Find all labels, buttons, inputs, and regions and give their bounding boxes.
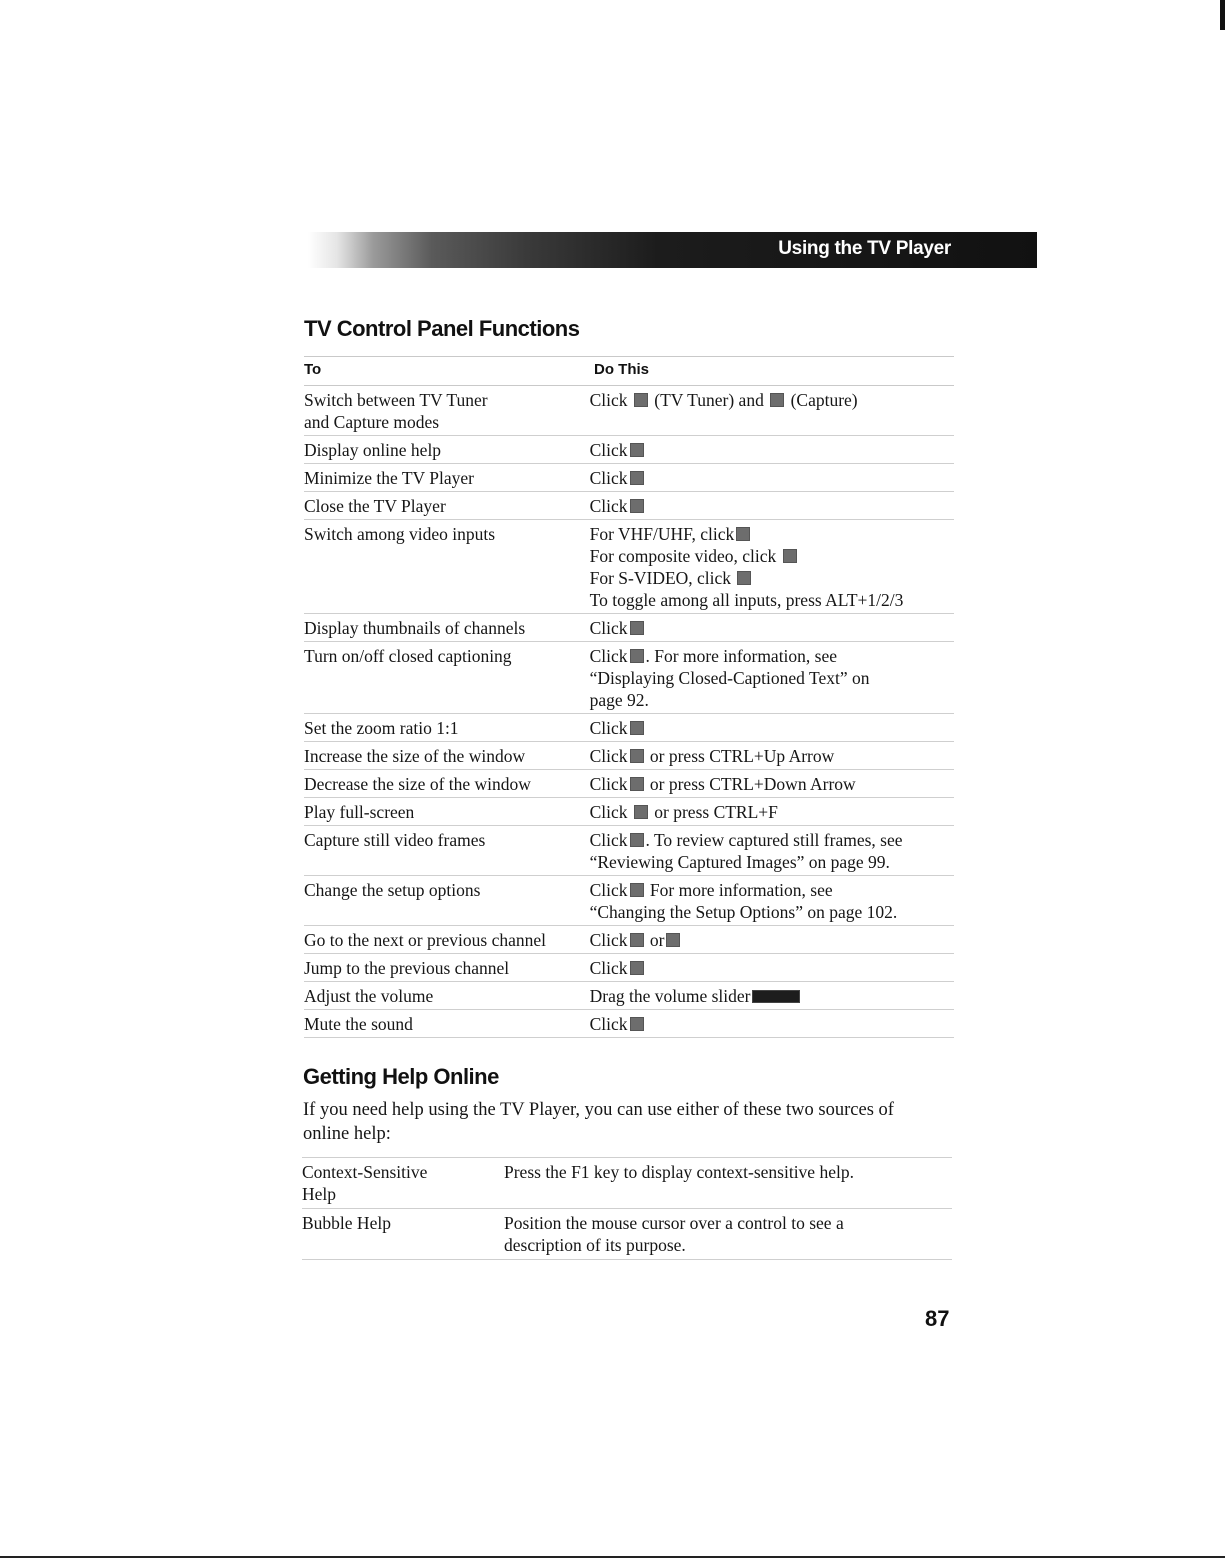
page-bottom-rule: [0, 1556, 1225, 1558]
table-row: [304, 642, 954, 714]
task-text: Minimize the TV Player: [304, 468, 474, 488]
help-term: Bubble Help: [302, 1213, 391, 1233]
action-line: [590, 689, 954, 711]
help-online-intro: If you need help using the TV Player, you can use either of these two sources of online help:: [303, 1100, 894, 1144]
help-term-cell: [302, 1158, 504, 1208]
action-cell: [590, 876, 954, 925]
action-text: Click: [589, 618, 628, 638]
channel-down-icon: [666, 933, 680, 947]
column-header-do-this: Do This: [594, 361, 649, 378]
action-line: [590, 545, 954, 567]
action-cell: [590, 464, 954, 491]
task-text: Display online help: [304, 440, 442, 460]
action-cell: [590, 770, 954, 797]
action-text: Click: [589, 468, 628, 488]
action-text: Drag the volume slider: [589, 986, 751, 1006]
action-line: [590, 829, 954, 851]
decrease-size-icon: [630, 777, 644, 791]
task-text: Play full-screen: [304, 802, 415, 822]
action-cell: [590, 926, 954, 953]
action-text: Click: [589, 830, 628, 850]
action-line: [590, 667, 954, 689]
page-corner-mark: [1220, 0, 1225, 30]
task-cell: [304, 642, 590, 713]
task-cell: [304, 714, 590, 741]
table-row: [304, 714, 954, 742]
action-cell: [590, 1010, 954, 1037]
action-line: [590, 439, 954, 461]
action-cell: [590, 954, 954, 981]
help-desc: Position the mouse cursor over a control to see a: [504, 1213, 844, 1233]
action-text: “Displaying Closed-Captioned Text” on: [589, 668, 870, 688]
table-header-row: [304, 356, 954, 386]
action-text: Click: [589, 880, 628, 900]
action-text: Click: [589, 496, 628, 516]
action-text: Click: [589, 930, 628, 950]
action-text: or press CTRL+Up Arrow: [645, 746, 835, 766]
table-row: [304, 1010, 954, 1038]
action-text: For more information, see: [645, 880, 833, 900]
increase-size-icon: [630, 749, 644, 763]
minimize-icon: [630, 471, 644, 485]
zoom-1-1-icon: [630, 721, 644, 735]
capture-icon: [770, 393, 784, 407]
action-text: For VHF/UHF, click: [589, 524, 735, 544]
help-row: [302, 1158, 952, 1209]
action-line: [590, 589, 954, 611]
task-cell: [304, 926, 590, 953]
action-text: . To review captured still frames, see: [645, 830, 903, 850]
action-text: . For more information, see: [645, 646, 838, 666]
action-line: [590, 773, 954, 795]
tv-tuner-icon: [634, 393, 648, 407]
task-cell: [304, 464, 590, 491]
action-line: [590, 523, 954, 545]
section-header-bar: [308, 232, 1037, 268]
action-line: [590, 389, 954, 411]
control-panel-rows: [304, 386, 954, 1038]
action-line: [590, 1013, 954, 1035]
previous-channel-icon: [630, 961, 644, 975]
task-cell: [304, 1010, 590, 1037]
task-text: Capture still video frames: [304, 830, 486, 850]
action-line: [590, 717, 954, 739]
action-cell: [590, 642, 954, 713]
action-cell: [590, 614, 954, 641]
volume-slider-icon: [752, 990, 800, 1003]
table-row: [304, 436, 954, 464]
action-text: Click: [589, 718, 628, 738]
action-text: For S-VIDEO, click: [589, 568, 736, 588]
action-line: [590, 745, 954, 767]
closed-caption-icon: [630, 649, 644, 663]
help-term-cell: [302, 1209, 504, 1259]
action-text: or: [645, 930, 665, 950]
task-text: Adjust the volume: [304, 986, 434, 1006]
help-sources-table: [302, 1157, 952, 1260]
action-text: Click: [589, 958, 628, 978]
task-cell: [304, 386, 590, 435]
task-cell: [304, 614, 590, 641]
table-row: [304, 876, 954, 926]
action-text: “Reviewing Captured Images” on page 99.: [589, 852, 890, 872]
table-row: [304, 492, 954, 520]
action-text: Click: [589, 1014, 628, 1034]
table-row: [304, 982, 954, 1010]
task-cell: [304, 982, 590, 1009]
s-video-icon: [737, 571, 751, 585]
task-text: Decrease the size of the window: [304, 774, 531, 794]
help-icon: [630, 443, 644, 457]
task-cell: [304, 826, 590, 875]
task-cell: [304, 798, 590, 825]
action-text: Click: [589, 390, 632, 410]
section-title: Using the TV Player: [778, 238, 951, 259]
action-cell: [590, 492, 954, 519]
control-panel-table: [304, 356, 954, 1038]
task-text: Switch among video inputs: [304, 524, 496, 544]
task-text: and Capture modes: [304, 412, 440, 432]
action-cell: [590, 826, 954, 875]
action-line: [590, 567, 954, 589]
help-row: [302, 1209, 952, 1260]
action-line: [590, 985, 954, 1007]
action-line: [590, 495, 954, 517]
composite-video-icon: [783, 549, 797, 563]
help-term: Context-Sensitive: [302, 1162, 428, 1182]
setup-options-icon: [630, 883, 644, 897]
action-text: To toggle among all inputs, press ALT+1/2/3: [589, 590, 904, 610]
action-line: [590, 879, 954, 901]
capture-frame-icon: [630, 833, 644, 847]
table-row: [304, 826, 954, 876]
task-text: Close the TV Player: [304, 496, 446, 516]
help-desc-cell: [504, 1158, 952, 1208]
task-cell: [304, 742, 590, 769]
action-cell: [590, 742, 954, 769]
action-line: [590, 467, 954, 489]
table-row: [304, 614, 954, 642]
task-cell: [304, 520, 590, 613]
help-desc-cell: [504, 1209, 952, 1259]
task-text: Turn on/off closed captioning: [304, 646, 512, 666]
task-cell: [304, 436, 590, 463]
action-line: [590, 929, 954, 951]
table-row: [304, 464, 954, 492]
task-text: Change the setup options: [304, 880, 481, 900]
action-cell: [590, 982, 954, 1009]
action-cell: [590, 714, 954, 741]
task-cell: [304, 954, 590, 981]
action-line: [590, 645, 954, 667]
action-cell: [590, 798, 954, 825]
task-cell: [304, 876, 590, 925]
task-text: Display thumbnails of channels: [304, 618, 526, 638]
action-text: For composite video, click: [589, 546, 781, 566]
task-text: Increase the size of the window: [304, 746, 526, 766]
help-online-heading: Getting Help Online: [303, 1064, 499, 1089]
action-line: [590, 901, 954, 923]
action-cell: [590, 386, 954, 435]
action-text: Click: [589, 746, 628, 766]
action-line: [590, 957, 954, 979]
task-text: Switch between TV Tuner: [304, 390, 488, 410]
column-header-to: To: [304, 361, 322, 378]
task-text: Jump to the previous channel: [304, 958, 510, 978]
table-row: [304, 798, 954, 826]
page-number: 87: [925, 1306, 950, 1331]
close-icon: [630, 499, 644, 513]
task-text: Mute the sound: [304, 1014, 413, 1034]
thumbnails-icon: [630, 621, 644, 635]
help-desc: description of its purpose.: [504, 1235, 686, 1255]
action-text: Click: [589, 646, 628, 666]
help-desc: Press the F1 key to display context-sensitive help.: [504, 1162, 854, 1182]
table-row: [304, 770, 954, 798]
action-text: Click: [589, 440, 628, 460]
action-text: “Changing the Setup Options” on page 102.: [589, 902, 898, 922]
action-line: [590, 801, 954, 823]
action-line: [590, 617, 954, 639]
table-row: [304, 520, 954, 614]
action-text: page 92.: [589, 690, 649, 710]
mute-icon: [630, 1017, 644, 1031]
help-term: Help: [302, 1184, 337, 1204]
control-panel-heading: TV Control Panel Functions: [304, 316, 580, 341]
action-cell: [590, 436, 954, 463]
action-line: [590, 851, 954, 873]
task-cell: [304, 770, 590, 797]
action-text: Click: [589, 774, 628, 794]
vhf-uhf-input-icon: [736, 527, 750, 541]
channel-up-icon: [630, 933, 644, 947]
table-row: [304, 386, 954, 436]
table-row: [304, 926, 954, 954]
task-cell: [304, 492, 590, 519]
action-text: (Capture): [786, 390, 858, 410]
table-row: [304, 742, 954, 770]
action-text: or press CTRL+F: [649, 802, 778, 822]
task-text: Go to the next or previous channel: [304, 930, 547, 950]
action-cell: [590, 520, 954, 613]
action-text: Click: [589, 802, 632, 822]
table-row: [304, 954, 954, 982]
task-text: Set the zoom ratio 1:1: [304, 718, 459, 738]
action-text: or press CTRL+Down Arrow: [645, 774, 856, 794]
action-text: (TV Tuner) and: [649, 390, 769, 410]
full-screen-icon: [634, 805, 648, 819]
